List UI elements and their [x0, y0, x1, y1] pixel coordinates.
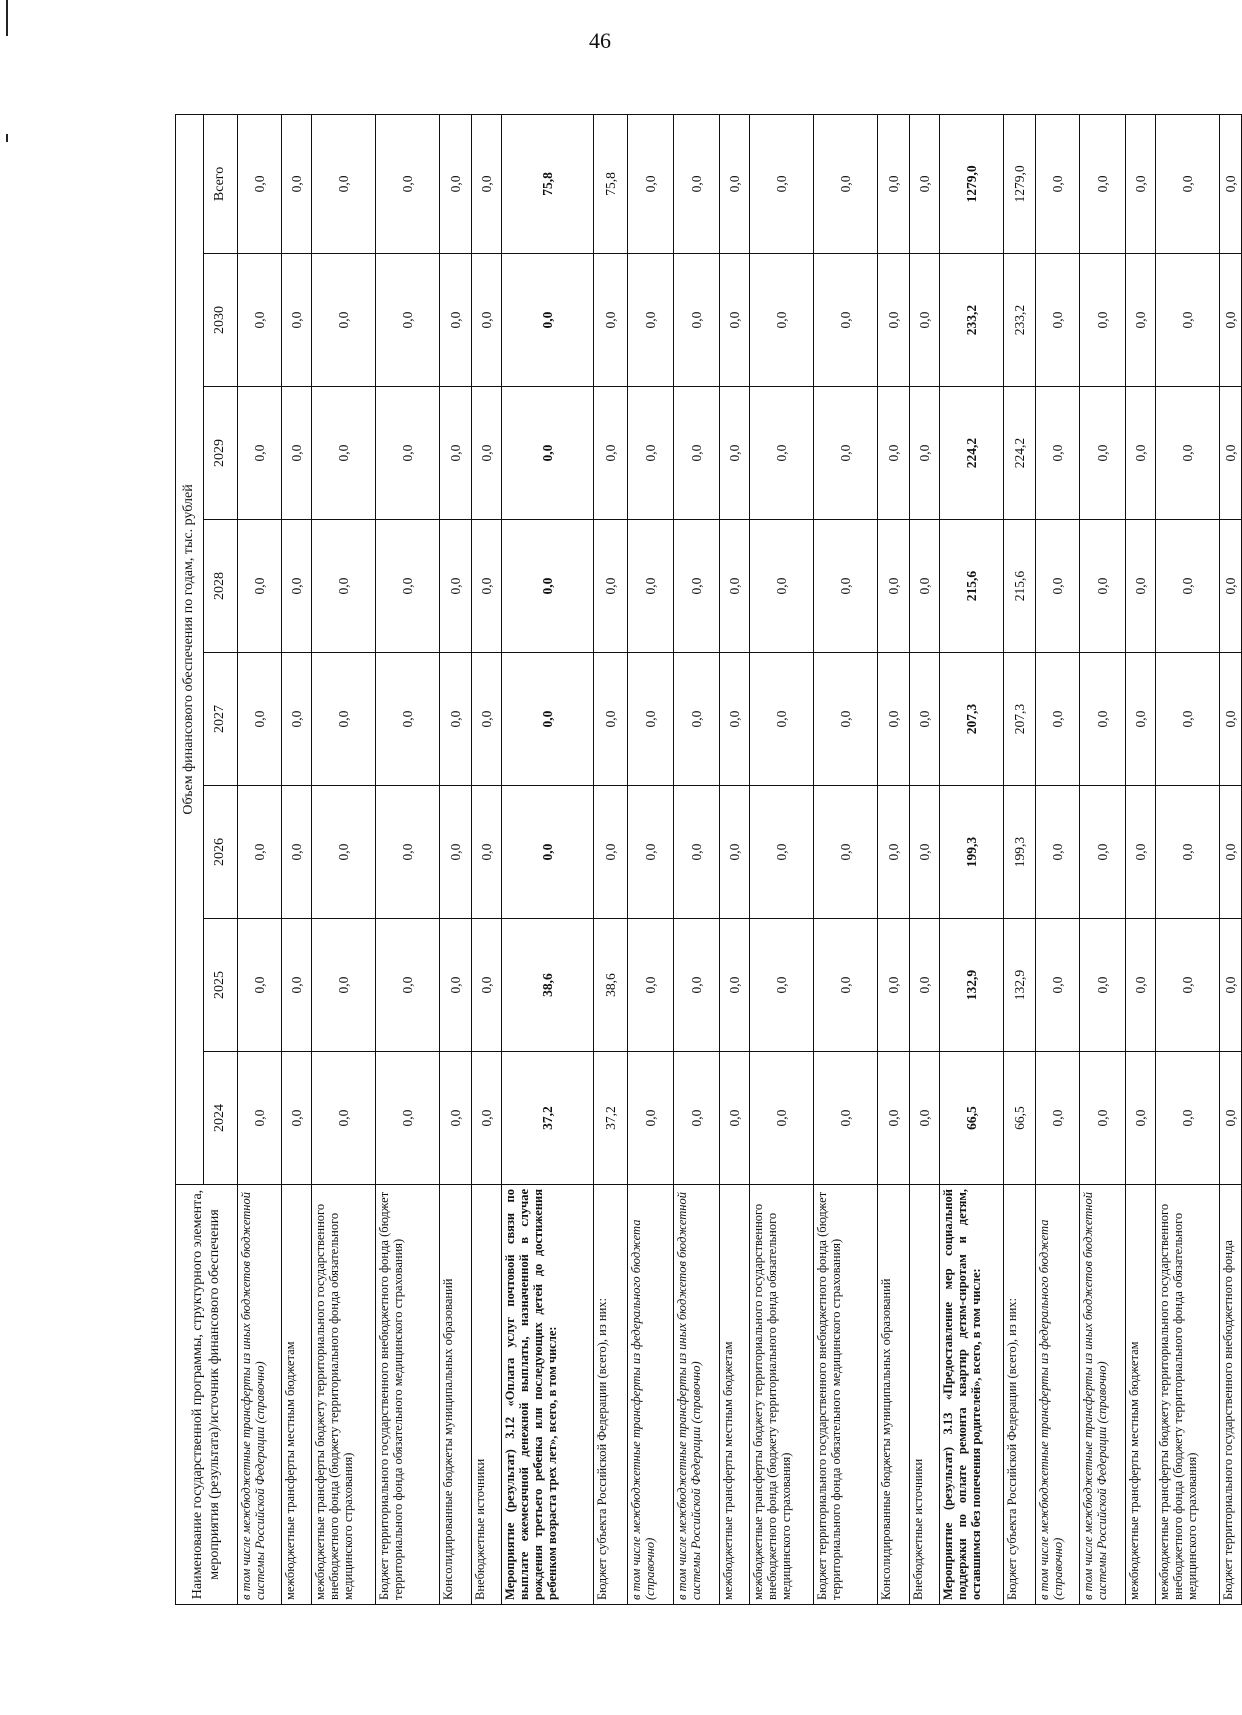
value-cell: 0,0 — [674, 520, 720, 653]
value-cell: 0,0 — [1080, 114, 1126, 253]
value-cell: 0,0 — [1036, 254, 1080, 387]
value-cell: 0,0 — [628, 786, 674, 919]
row-label: Бюджет субъекта Российской Федерации (всего), из них: — [1004, 1185, 1036, 1605]
value-cell: 0,0 — [312, 1052, 376, 1185]
value-cell: 0,0 — [1080, 653, 1126, 786]
header-volume: Объем финансового обеспечения по годам, тыс. рублей — [176, 114, 204, 1184]
value-cell: 0,0 — [1126, 653, 1156, 786]
row-label: Внебюджетные источники — [910, 1185, 940, 1605]
value-cell: 0,0 — [1036, 919, 1080, 1052]
value-cell: 0,0 — [376, 520, 440, 653]
value-cell: 38,6 — [594, 919, 628, 1052]
value-cell: 0,0 — [878, 1052, 910, 1185]
value-cell: 0,0 — [910, 653, 940, 786]
value-cell: 0,0 — [814, 653, 878, 786]
table-row — [1080, 114, 1126, 1604]
value-cell: 0,0 — [282, 520, 312, 653]
row-label: межбюджетные трансферты бюджету территориального государственного внебюджетного фонда (бюджету территориального фонда обязательного медицинского страхования) — [750, 1185, 814, 1605]
row-label: Бюджет территориального государственного внебюджетного фонда — [1220, 1185, 1242, 1605]
value-cell: 0,0 — [1036, 387, 1080, 520]
value-cell: 0,0 — [282, 114, 312, 253]
row-label: Мероприятие (результат) 3.12 «Оплата услуг почтовой связи по выплате ежемесячной денежной выплаты, назначенной в случае рождения третьего ребенка или последующих детей до достижения ребенком возраста трех лет», всего, в том числе: — [502, 1185, 594, 1605]
value-cell: 0,0 — [376, 919, 440, 1052]
row-label: Консолидированные бюджеты муниципальных образований — [878, 1185, 910, 1605]
value-cell: 0,0 — [282, 919, 312, 1052]
row-label: межбюджетные трансферты местным бюджетам — [1126, 1185, 1156, 1605]
table-row — [376, 114, 440, 1604]
value-cell: 0,0 — [628, 114, 674, 253]
value-cell: 37,2 — [594, 1052, 628, 1185]
table-row — [720, 114, 750, 1604]
value-cell: 0,0 — [750, 520, 814, 653]
value-cell: 0,0 — [472, 114, 502, 253]
header-year-cell: 2028 — [204, 520, 238, 653]
value-cell: 0,0 — [750, 919, 814, 1052]
value-cell: 66,5 — [1004, 1052, 1036, 1185]
value-cell: 0,0 — [720, 786, 750, 919]
value-cell: 207,3 — [940, 653, 1004, 786]
value-cell: 0,0 — [814, 387, 878, 520]
header-year-cell: Всего — [204, 114, 238, 253]
row-label: Бюджет субъекта Российской Федерации (всего), из них: — [594, 1185, 628, 1605]
value-cell: 0,0 — [1156, 254, 1220, 387]
row-label: межбюджетные трансферты местным бюджетам — [282, 1185, 312, 1605]
value-cell: 0,0 — [674, 1052, 720, 1185]
row-label: межбюджетные трансферты бюджету территориального государственного внебюджетного фонда (бюджету территориального фонда обязательного медицинского страхования) — [1156, 1185, 1220, 1605]
value-cell: 0,0 — [238, 786, 282, 919]
value-cell: 0,0 — [376, 1052, 440, 1185]
value-cell: 224,2 — [1004, 387, 1036, 520]
value-cell: 0,0 — [720, 919, 750, 1052]
value-cell: 0,0 — [750, 387, 814, 520]
value-cell: 0,0 — [312, 786, 376, 919]
value-cell: 0,0 — [238, 254, 282, 387]
table-body — [238, 114, 1242, 1604]
value-cell: 0,0 — [472, 387, 502, 520]
value-cell: 0,0 — [282, 653, 312, 786]
header-year-cell: 2027 — [204, 653, 238, 786]
value-cell: 0,0 — [238, 1052, 282, 1185]
value-cell: 0,0 — [312, 919, 376, 1052]
value-cell: 0,0 — [1126, 520, 1156, 653]
header-name-column: Наименование государственной программы, структурного элемента, мероприятия (результата)/источник финансового обеспечения — [176, 1185, 238, 1605]
value-cell: 0,0 — [1080, 254, 1126, 387]
value-cell: 0,0 — [878, 919, 910, 1052]
value-cell: 0,0 — [1220, 786, 1242, 919]
value-cell: 0,0 — [1220, 653, 1242, 786]
row-label: Консолидированные бюджеты муниципальных образований — [440, 1185, 472, 1605]
value-cell: 0,0 — [910, 520, 940, 653]
value-cell: 0,0 — [440, 919, 472, 1052]
row-label: межбюджетные трансферты бюджету территориального государственного внебюджетного фонда (бюджету территориального фонда обязательного медицинского страхования) — [312, 1185, 376, 1605]
value-cell: 0,0 — [878, 114, 910, 253]
value-cell: 0,0 — [720, 114, 750, 253]
value-cell: 0,0 — [440, 653, 472, 786]
value-cell: 0,0 — [376, 254, 440, 387]
value-cell: 0,0 — [1080, 520, 1126, 653]
value-cell: 0,0 — [1036, 786, 1080, 919]
table-row — [1036, 114, 1080, 1604]
value-cell: 132,9 — [940, 919, 1004, 1052]
value-cell: 0,0 — [440, 254, 472, 387]
rotated-page-content — [175, 115, 1238, 1605]
value-cell: 66,5 — [940, 1052, 1004, 1185]
value-cell: 224,2 — [940, 387, 1004, 520]
value-cell: 0,0 — [720, 387, 750, 520]
value-cell: 0,0 — [312, 653, 376, 786]
value-cell: 0,0 — [1156, 387, 1220, 520]
value-cell: 0,0 — [282, 254, 312, 387]
value-cell: 0,0 — [440, 387, 472, 520]
page-number: 46 — [589, 28, 611, 53]
value-cell: 0,0 — [502, 387, 594, 520]
row-label: Бюджет территориального государственного внебюджетного фонда (бюджет территориального фонда обязательного медицинского страхования) — [814, 1185, 878, 1605]
table-row — [594, 114, 628, 1604]
value-cell: 0,0 — [1036, 114, 1080, 253]
value-cell: 0,0 — [1156, 114, 1220, 253]
value-cell: 0,0 — [238, 387, 282, 520]
value-cell: 215,6 — [1004, 520, 1036, 653]
value-cell: 0,0 — [910, 919, 940, 1052]
value-cell: 0,0 — [502, 786, 594, 919]
value-cell: 0,0 — [878, 254, 910, 387]
value-cell: 0,0 — [628, 1052, 674, 1185]
value-cell: 0,0 — [674, 114, 720, 253]
value-cell: 0,0 — [440, 520, 472, 653]
value-cell: 0,0 — [1080, 387, 1126, 520]
value-cell: 0,0 — [1080, 1052, 1126, 1185]
value-cell: 0,0 — [814, 786, 878, 919]
value-cell: 0,0 — [472, 786, 502, 919]
value-cell: 0,0 — [720, 1052, 750, 1185]
value-cell: 0,0 — [1036, 1052, 1080, 1185]
value-cell: 0,0 — [502, 653, 594, 786]
row-label: в том числе межбюджетные трансферты из федерального бюджета (справочно) — [1036, 1185, 1080, 1605]
value-cell: 0,0 — [720, 254, 750, 387]
table-row — [1126, 114, 1156, 1604]
value-cell: 0,0 — [472, 520, 502, 653]
value-cell: 0,0 — [440, 786, 472, 919]
value-cell: 0,0 — [376, 786, 440, 919]
value-cell: 0,0 — [440, 1052, 472, 1185]
value-cell: 0,0 — [594, 387, 628, 520]
value-cell: 0,0 — [628, 254, 674, 387]
table-row — [1220, 114, 1242, 1604]
value-cell: 0,0 — [312, 114, 376, 253]
value-cell: 0,0 — [472, 254, 502, 387]
value-cell: 0,0 — [674, 653, 720, 786]
table-row — [628, 114, 674, 1604]
value-cell: 0,0 — [674, 786, 720, 919]
value-cell: 233,2 — [940, 254, 1004, 387]
value-cell: 207,3 — [1004, 653, 1036, 786]
value-cell: 0,0 — [1080, 786, 1126, 919]
financing-table — [175, 114, 1242, 1605]
value-cell: 0,0 — [674, 254, 720, 387]
value-cell: 0,0 — [910, 387, 940, 520]
table-row — [910, 114, 940, 1604]
scan-edge-mark — [6, 134, 8, 142]
value-cell: 0,0 — [878, 653, 910, 786]
value-cell: 199,3 — [1004, 786, 1036, 919]
value-cell: 0,0 — [472, 1052, 502, 1185]
value-cell: 215,6 — [940, 520, 1004, 653]
row-label: в том числе межбюджетные трансферты из федерального бюджета (справочно) — [628, 1185, 674, 1605]
value-cell: 0,0 — [674, 919, 720, 1052]
row-label: Внебюджетные источники — [472, 1185, 502, 1605]
value-cell: 233,2 — [1004, 254, 1036, 387]
value-cell: 0,0 — [594, 254, 628, 387]
table-row — [814, 114, 878, 1604]
header-year-cell: 2026 — [204, 786, 238, 919]
table-row — [502, 114, 594, 1604]
table-row — [312, 114, 376, 1604]
value-cell: 0,0 — [1220, 919, 1242, 1052]
value-cell: 0,0 — [910, 1052, 940, 1185]
row-label: Мероприятие (результат) 3.13 «Предоставление мер социальной поддержки по оплате ремонта квартир детям-сиротам и детям, оставшимся без попечения родителей», всего, в том числе: — [940, 1185, 1004, 1605]
value-cell: 0,0 — [440, 114, 472, 253]
value-cell: 0,0 — [472, 919, 502, 1052]
row-label: межбюджетные трансферты местным бюджетам — [720, 1185, 750, 1605]
value-cell: 0,0 — [628, 387, 674, 520]
value-cell: 0,0 — [1220, 114, 1242, 253]
value-cell: 0,0 — [472, 653, 502, 786]
value-cell: 0,0 — [1126, 786, 1156, 919]
value-cell: 0,0 — [720, 653, 750, 786]
value-cell: 0,0 — [1126, 919, 1156, 1052]
value-cell: 0,0 — [1220, 254, 1242, 387]
value-cell: 199,3 — [940, 786, 1004, 919]
value-cell: 0,0 — [814, 114, 878, 253]
value-cell: 0,0 — [1036, 520, 1080, 653]
table-row — [440, 114, 472, 1604]
value-cell: 0,0 — [1126, 387, 1156, 520]
value-cell: 0,0 — [878, 387, 910, 520]
value-cell: 0,0 — [312, 254, 376, 387]
value-cell: 0,0 — [750, 786, 814, 919]
value-cell: 0,0 — [502, 520, 594, 653]
table-row — [1156, 114, 1220, 1604]
header-year-cell: 2029 — [204, 387, 238, 520]
value-cell: 0,0 — [1220, 520, 1242, 653]
value-cell: 0,0 — [814, 520, 878, 653]
value-cell: 0,0 — [1156, 520, 1220, 653]
value-cell: 0,0 — [1220, 387, 1242, 520]
header-year-cell: 2025 — [204, 919, 238, 1052]
table-row — [238, 114, 282, 1604]
value-cell: 0,0 — [674, 387, 720, 520]
table-row — [750, 114, 814, 1604]
table-row — [878, 114, 910, 1604]
table-row — [282, 114, 312, 1604]
value-cell: 0,0 — [750, 114, 814, 253]
value-cell: 0,0 — [376, 114, 440, 253]
value-cell: 0,0 — [1126, 254, 1156, 387]
value-cell: 0,0 — [750, 254, 814, 387]
table-row — [472, 114, 502, 1604]
value-cell: 1279,0 — [940, 114, 1004, 253]
header-year-cell: 2030 — [204, 254, 238, 387]
value-cell: 0,0 — [238, 520, 282, 653]
value-cell: 0,0 — [1080, 919, 1126, 1052]
value-cell: 0,0 — [1156, 786, 1220, 919]
value-cell: 0,0 — [910, 254, 940, 387]
value-cell: 0,0 — [594, 520, 628, 653]
value-cell: 0,0 — [312, 387, 376, 520]
value-cell: 0,0 — [376, 387, 440, 520]
value-cell: 0,0 — [312, 520, 376, 653]
value-cell: 0,0 — [1156, 1052, 1220, 1185]
value-cell: 0,0 — [910, 786, 940, 919]
value-cell: 132,9 — [1004, 919, 1036, 1052]
value-cell: 75,8 — [594, 114, 628, 253]
value-cell: 0,0 — [376, 653, 440, 786]
value-cell: 0,0 — [814, 254, 878, 387]
value-cell: 0,0 — [238, 114, 282, 253]
header-year-cell: 2024 — [204, 1052, 238, 1185]
value-cell: 0,0 — [282, 387, 312, 520]
table-row — [1004, 114, 1036, 1604]
value-cell: 0,0 — [238, 653, 282, 786]
value-cell: 0,0 — [1220, 1052, 1242, 1185]
value-cell: 0,0 — [1126, 114, 1156, 253]
value-cell: 0,0 — [502, 254, 594, 387]
value-cell: 0,0 — [282, 1052, 312, 1185]
value-cell: 0,0 — [814, 919, 878, 1052]
value-cell: 0,0 — [720, 520, 750, 653]
row-label: в том числе межбюджетные трансферты из иных бюджетов бюджетной системы Российской Федерации (справочно) — [674, 1185, 720, 1605]
value-cell: 0,0 — [1126, 1052, 1156, 1185]
value-cell: 0,0 — [628, 653, 674, 786]
value-cell: 0,0 — [594, 786, 628, 919]
value-cell: 0,0 — [750, 653, 814, 786]
row-label: в том числе межбюджетные трансферты из иных бюджетов бюджетной системы Российской Федерации (справочно) — [1080, 1185, 1126, 1605]
value-cell: 0,0 — [750, 1052, 814, 1185]
value-cell: 0,0 — [1036, 653, 1080, 786]
value-cell: 1279,0 — [1004, 114, 1036, 253]
table-row — [940, 114, 1004, 1604]
value-cell: 37,2 — [502, 1052, 594, 1185]
value-cell: 0,0 — [1156, 919, 1220, 1052]
value-cell: 0,0 — [628, 520, 674, 653]
value-cell: 0,0 — [878, 520, 910, 653]
value-cell: 0,0 — [878, 786, 910, 919]
value-cell: 0,0 — [238, 919, 282, 1052]
table-row — [674, 114, 720, 1604]
value-cell: 38,6 — [502, 919, 594, 1052]
value-cell: 0,0 — [282, 786, 312, 919]
row-label: Бюджет территориального государственного внебюджетного фонда (бюджет территориального фонда обязательного медицинского страхования) — [376, 1185, 440, 1605]
value-cell: 0,0 — [594, 653, 628, 786]
row-label: в том числе межбюджетные трансферты из иных бюджетов бюджетной системы Российской Федерации (справочно) — [238, 1185, 282, 1605]
value-cell: 75,8 — [502, 114, 594, 253]
value-cell: 0,0 — [1156, 653, 1220, 786]
value-cell: 0,0 — [910, 114, 940, 253]
value-cell: 0,0 — [628, 919, 674, 1052]
value-cell: 0,0 — [814, 1052, 878, 1185]
